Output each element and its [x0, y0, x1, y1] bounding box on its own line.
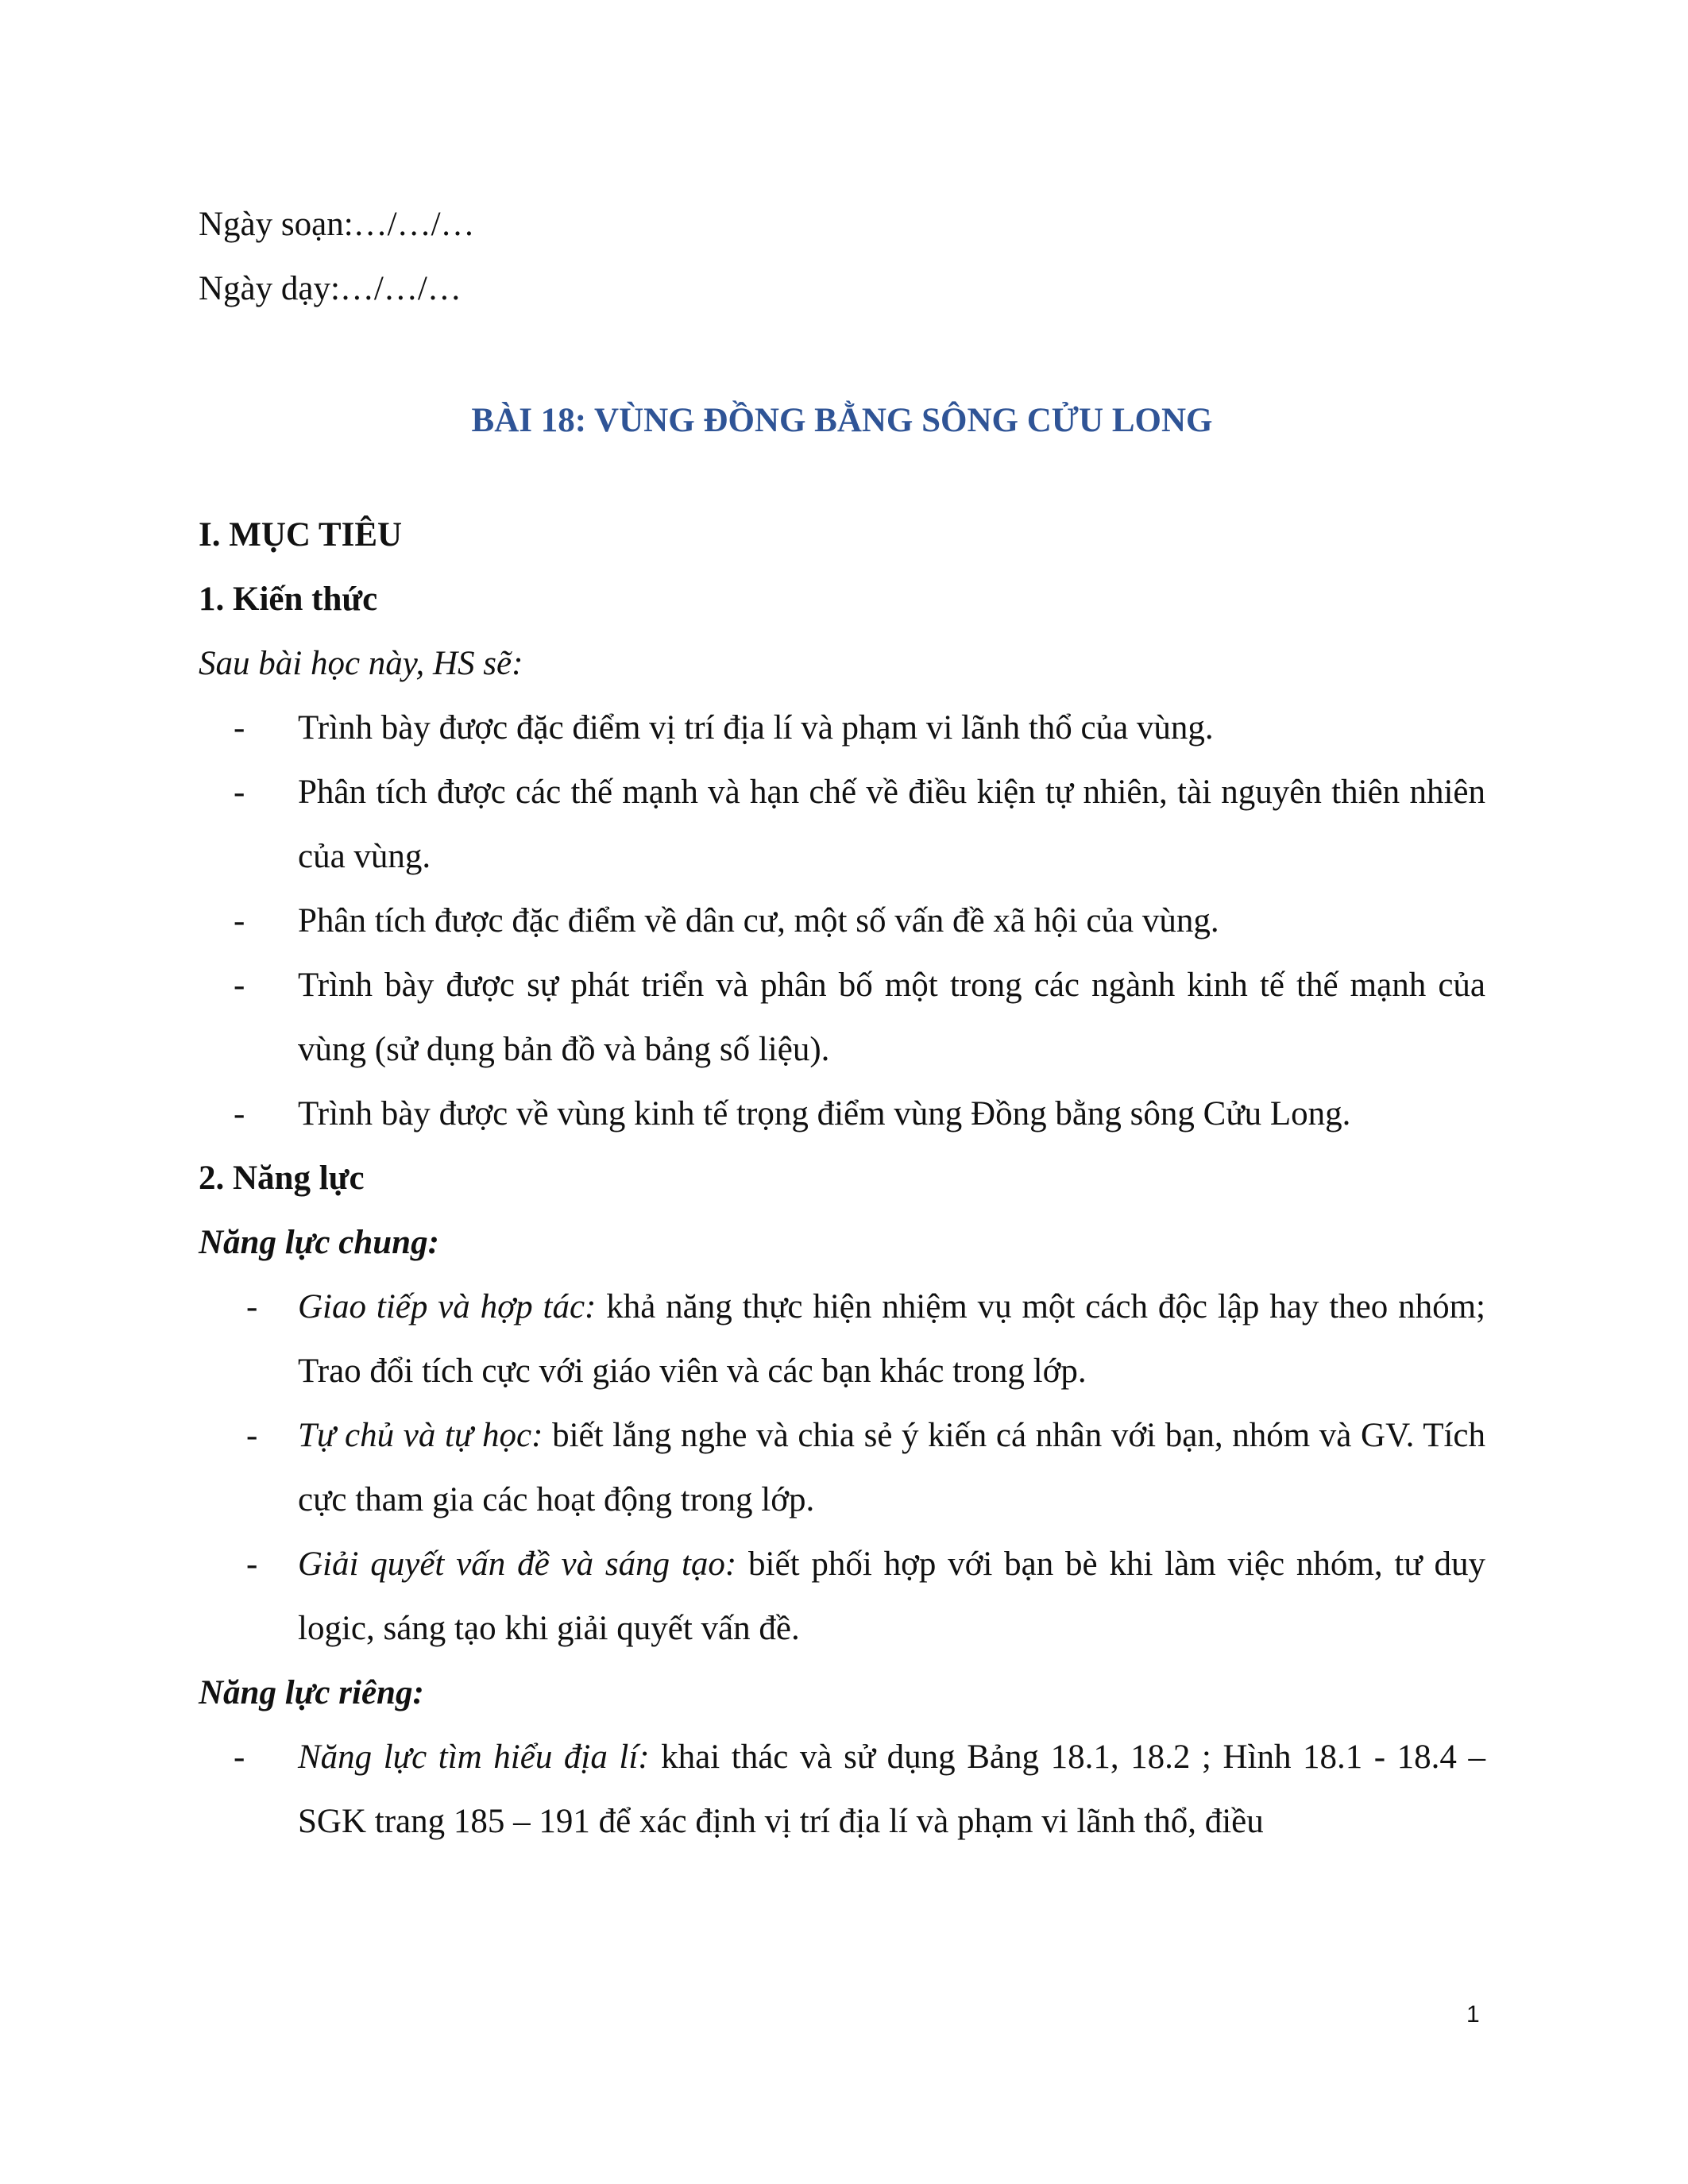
general-competence-item: [199, 1532, 1485, 1661]
dash-bullet: -: [234, 967, 245, 1004]
dash-bullet: -: [246, 1545, 258, 1583]
general-competence-item: [199, 1403, 1485, 1532]
knowledge-item-text: Trình bày được sự phát triển và phân bố một trong các ngành kinh tế thế mạnh của vùng (sử dụng bản đồ và bảng số liệu).: [298, 967, 1485, 1068]
knowledge-list: [199, 696, 1485, 1146]
specific-competence-item: [199, 1725, 1485, 1854]
competence-text: biết phối hợp với bạn bè khi làm việc nhóm, tư duy logic, sáng tạo khi giải quyết vấn đề.: [298, 1545, 1486, 1647]
subsection-heading-competence: 2. Năng lực: [199, 1160, 365, 1197]
knowledge-intro: Sau bài học này, HS sẽ:: [199, 645, 523, 682]
teaching-date: Ngày dạy:…/…/…: [199, 270, 462, 307]
knowledge-item-text: Trình bày được đặc điểm vị trí địa lí và phạm vi lãnh thổ của vùng.: [298, 709, 1214, 747]
dash-bullet: -: [234, 709, 245, 747]
dash-bullet: -: [234, 1095, 245, 1133]
general-competence-list: [199, 1275, 1485, 1661]
dash-bullet: -: [234, 902, 245, 940]
competence-lead: Tự chủ và tự học:: [298, 1417, 543, 1454]
specific-competence-list: [199, 1725, 1485, 1854]
general-competence-heading: Năng lực chung:: [199, 1224, 439, 1261]
dash-bullet: -: [234, 1738, 245, 1776]
competence-lead: Năng lực tìm hiểu địa lí:: [298, 1738, 650, 1776]
competence-text: khai thác và sử dụng Bảng 18.1, 18.2 ; Hình 18.1 - 18.4 – SGK trang 185 – 191 để xác định vị trí địa lí và phạm vi lãnh thổ, điều: [298, 1738, 1485, 1840]
page-number: 1: [1466, 2001, 1480, 2028]
section-heading-objectives: I. MỤC TIÊU: [199, 516, 403, 554]
knowledge-item-text: Trình bày được về vùng kinh tế trọng điểm vùng Đồng bằng sông Cửu Long.: [298, 1095, 1351, 1133]
dash-bullet: -: [246, 1288, 258, 1325]
competence-lead: Giải quyết vấn đề và sáng tạo:: [298, 1545, 737, 1583]
general-competence-item: [199, 1275, 1485, 1403]
dash-bullet: -: [234, 774, 245, 811]
competence-lead: Giao tiếp và hợp tác:: [298, 1288, 597, 1325]
preparation-date: Ngày soạn:…/…/…: [199, 206, 475, 243]
competence-text: khả năng thực hiện nhiệm vụ một cách độc lập hay theo nhóm; Trao đổi tích cực với giáo viên và các bạn khác trong lớp.: [298, 1288, 1485, 1390]
knowledge-item: [199, 1082, 1485, 1146]
knowledge-item: [199, 953, 1485, 1082]
knowledge-item: [199, 889, 1485, 953]
knowledge-item-text: Phân tích được các thế mạnh và hạn chế về điều kiện tự nhiên, tài nguyên thiên nhiên của vùng.: [298, 774, 1485, 875]
competence-text: biết lắng nghe và chia sẻ ý kiến cá nhân với bạn, nhóm và GV. Tích cực tham gia các hoạt động trong lớp.: [298, 1417, 1486, 1518]
subsection-heading-knowledge: 1. Kiến thức: [199, 581, 378, 618]
dash-bullet: -: [246, 1417, 258, 1454]
knowledge-item: [199, 696, 1485, 760]
specific-competence-heading: Năng lực riêng:: [199, 1674, 424, 1711]
knowledge-item-text: Phân tích được đặc điểm về dân cư, một số vấn đề xã hội của vùng.: [298, 902, 1219, 940]
lesson-title: BÀI 18: VÙNG ĐỒNG BẰNG SÔNG CỬU LONG: [471, 402, 1213, 439]
document-body: [199, 192, 1485, 1854]
knowledge-item: [199, 760, 1485, 889]
